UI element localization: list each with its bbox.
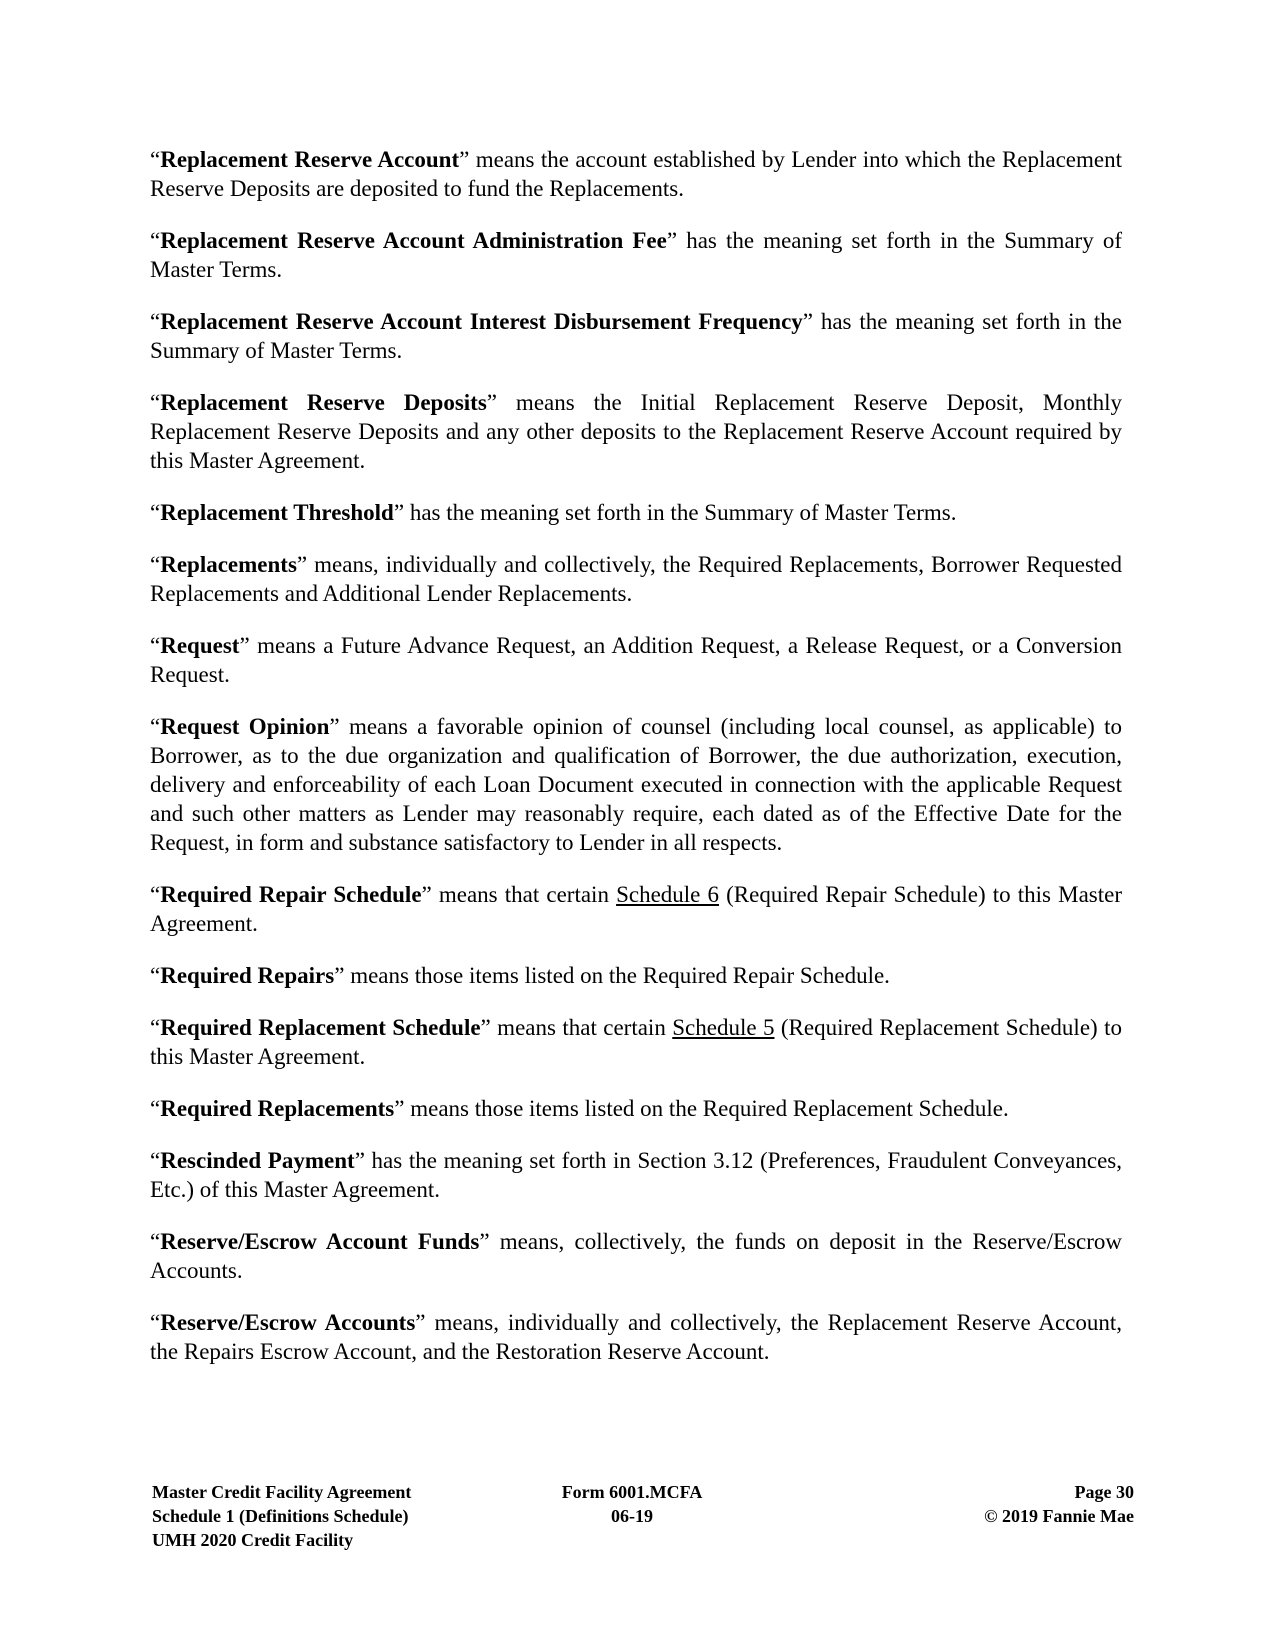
defined-term: Required Replacements xyxy=(160,1096,395,1121)
definition-text: means that certain xyxy=(431,882,617,907)
definition-text: means those items listed on the Required Replacement Schedule. xyxy=(404,1096,1009,1121)
definition: “Reserve/Escrow Accounts” means, individually and collectively, the Replacement Reserve Account, the Repairs Escrow Account, and the Restoration Reserve Account. xyxy=(150,1310,1123,1364)
definition-text: has the meaning set forth in Section 3.12 (Preferences, Fraudulent Conveyances, Etc.) of this Master Agreement. xyxy=(150,1148,1122,1202)
defined-term: Reserve/Escrow Account Funds xyxy=(160,1229,480,1254)
defined-term: Required Repairs xyxy=(160,963,335,988)
definition-text: (Required Repair Schedule) to this Master Agreement. xyxy=(150,882,1123,936)
defined-term: Replacements xyxy=(160,552,297,577)
definitions-list xyxy=(150,145,1122,1389)
defined-term: Replacement Reserve Account Administration Fee xyxy=(160,228,667,253)
defined-term: Reserve/Escrow Accounts xyxy=(160,1310,416,1335)
defined-term: Replacement Reserve Account Interest Disbursement Frequency xyxy=(160,309,803,334)
schedule-link[interactable]: Schedule 5 xyxy=(672,1015,775,1040)
defined-term: Required Replacement Schedule xyxy=(160,1015,481,1040)
schedule-link[interactable]: Schedule 6 xyxy=(616,882,720,907)
footer-agreement-title: Master Credit Facility Agreement xyxy=(152,1482,412,1502)
footer-form-date: 06-19 xyxy=(611,1506,653,1526)
defined-term: Request Opinion xyxy=(160,714,330,739)
definition: “Required Replacements” means those items listed on the Required Replacement Schedule. xyxy=(150,1096,1009,1121)
definition: “Replacements” means, individually and collectively, the Required Replacements, Borrower Requested Replacements and Additional Lender Replacements. xyxy=(150,552,1122,606)
footer-center xyxy=(532,1480,732,1528)
definition-text: means those items listed on the Required Repair Schedule. xyxy=(344,963,890,988)
defined-term: Required Repair Schedule xyxy=(160,882,422,907)
copyright: © 2019 Fannie Mae xyxy=(984,1506,1134,1526)
definition-text: means, individually and collectively, the Replacement Reserve Account, the Repairs Escrow Account, and the Restoration Reserve Account. xyxy=(150,1310,1123,1364)
definition: “Required Replacement Schedule” means that certain Schedule 5 (Required Replacement Schedule) to this Master Agreement. xyxy=(150,1015,1122,1069)
definition: “Request” means a Future Advance Request, an Addition Request, a Release Request, or a Conversion Request. xyxy=(150,633,1122,687)
footer-schedule-title: Schedule 1 (Definitions Schedule) xyxy=(152,1506,409,1526)
definition-text: means a favorable opinion of counsel (including local counsel, as applicable) to Borrower, as to the due organization and qualification of Borrower, the due authorization, execution, delivery and enforceability of each Loan Document executed in connection with the applicable Request and such other matters as Lender may reasonably require, each dated as of the Effective Date for the Request, in form and substance satisfactory to Lender in all respects. xyxy=(150,714,1122,855)
definition-text: means, individually and collectively, the Required Replacements, Borrower Requested Replacements and Additional Lender Replacements. xyxy=(150,552,1122,606)
defined-term: Replacement Threshold xyxy=(160,500,394,525)
definition: “Reserve/Escrow Account Funds” means, collectively, the funds on deposit in the Reserve/Escrow Accounts. xyxy=(150,1229,1123,1283)
footer-left xyxy=(152,1480,411,1552)
definition: “Request Opinion” means a favorable opinion of counsel (including local counsel, as applicable) to Borrower, as to the due organization and qualification of Borrower, the due authorization, execution, delivery and enforceability of each Loan Document executed in connection with the applicable Request and such other matters as Lender may reasonably require, each dated as of the Effective Date for the Request, in form and substance satisfactory to Lender in all respects. xyxy=(150,714,1122,855)
definition-text: has the meaning set forth in the Summary of Master Terms. xyxy=(150,309,1122,363)
definition-text: means a Future Advance Request, an Addition Request, a Release Request, or a Conversion Request. xyxy=(150,633,1122,687)
page-number: Page 30 xyxy=(1074,1482,1134,1502)
definition-text: means that certain xyxy=(490,1015,673,1040)
definition: “Replacement Reserve Account” means the account established by Lender into which the Replacement Reserve Deposits are deposited to fund the Replacements. xyxy=(150,147,1122,201)
definition-text: means the Initial Replacement Reserve Deposit, Monthly Replacement Reserve Deposits and any other deposits to the Replacement Reserve Account required by this Master Agreement. xyxy=(150,390,1122,473)
definition-text: means, collectively, the funds on deposit in the Reserve/Escrow Accounts. xyxy=(150,1229,1123,1283)
defined-term: Request xyxy=(160,633,240,658)
definition: “Replacement Reserve Account Administration Fee” has the meaning set forth in the Summary of Master Terms. xyxy=(150,228,1122,282)
footer-form-number: Form 6001.MCFA xyxy=(561,1482,703,1502)
defined-term: Rescinded Payment xyxy=(160,1148,355,1173)
definition: “Replacement Reserve Deposits” means the Initial Replacement Reserve Deposit, Monthly Replacement Reserve Deposits and any other deposits to the Replacement Reserve Account required by this Master Agreement. xyxy=(150,390,1122,473)
footer-facility-name: UMH 2020 Credit Facility xyxy=(152,1530,354,1550)
definition: “Replacement Threshold” has the meaning set forth in the Summary of Master Terms. xyxy=(150,500,957,525)
defined-term: Replacement Reserve Account xyxy=(160,147,460,172)
definition-text: has the meaning set forth in the Summary of Master Terms. xyxy=(150,228,1122,282)
footer-right xyxy=(984,1480,1134,1528)
definition: “Replacement Reserve Account Interest Disbursement Frequency” has the meaning set forth in the Summary of Master Terms. xyxy=(150,309,1122,363)
definition: “Required Repair Schedule” means that certain Schedule 6 (Required Repair Schedule) to this Master Agreement. xyxy=(150,882,1123,936)
definition-text: means the account established by Lender into which the Replacement Reserve Deposits are deposited to fund the Replacements. xyxy=(150,147,1122,201)
definition: “Rescinded Payment” has the meaning set forth in Section 3.12 (Preferences, Fraudulent Conveyances, Etc.) of this Master Agreement. xyxy=(150,1148,1122,1202)
definition: “Required Repairs” means those items listed on the Required Repair Schedule. xyxy=(150,963,890,988)
definition-text: has the meaning set forth in the Summary of Master Terms. xyxy=(404,500,957,525)
defined-term: Replacement Reserve Deposits xyxy=(160,390,487,415)
definition-text: (Required Replacement Schedule) to this Master Agreement. xyxy=(150,1015,1122,1069)
